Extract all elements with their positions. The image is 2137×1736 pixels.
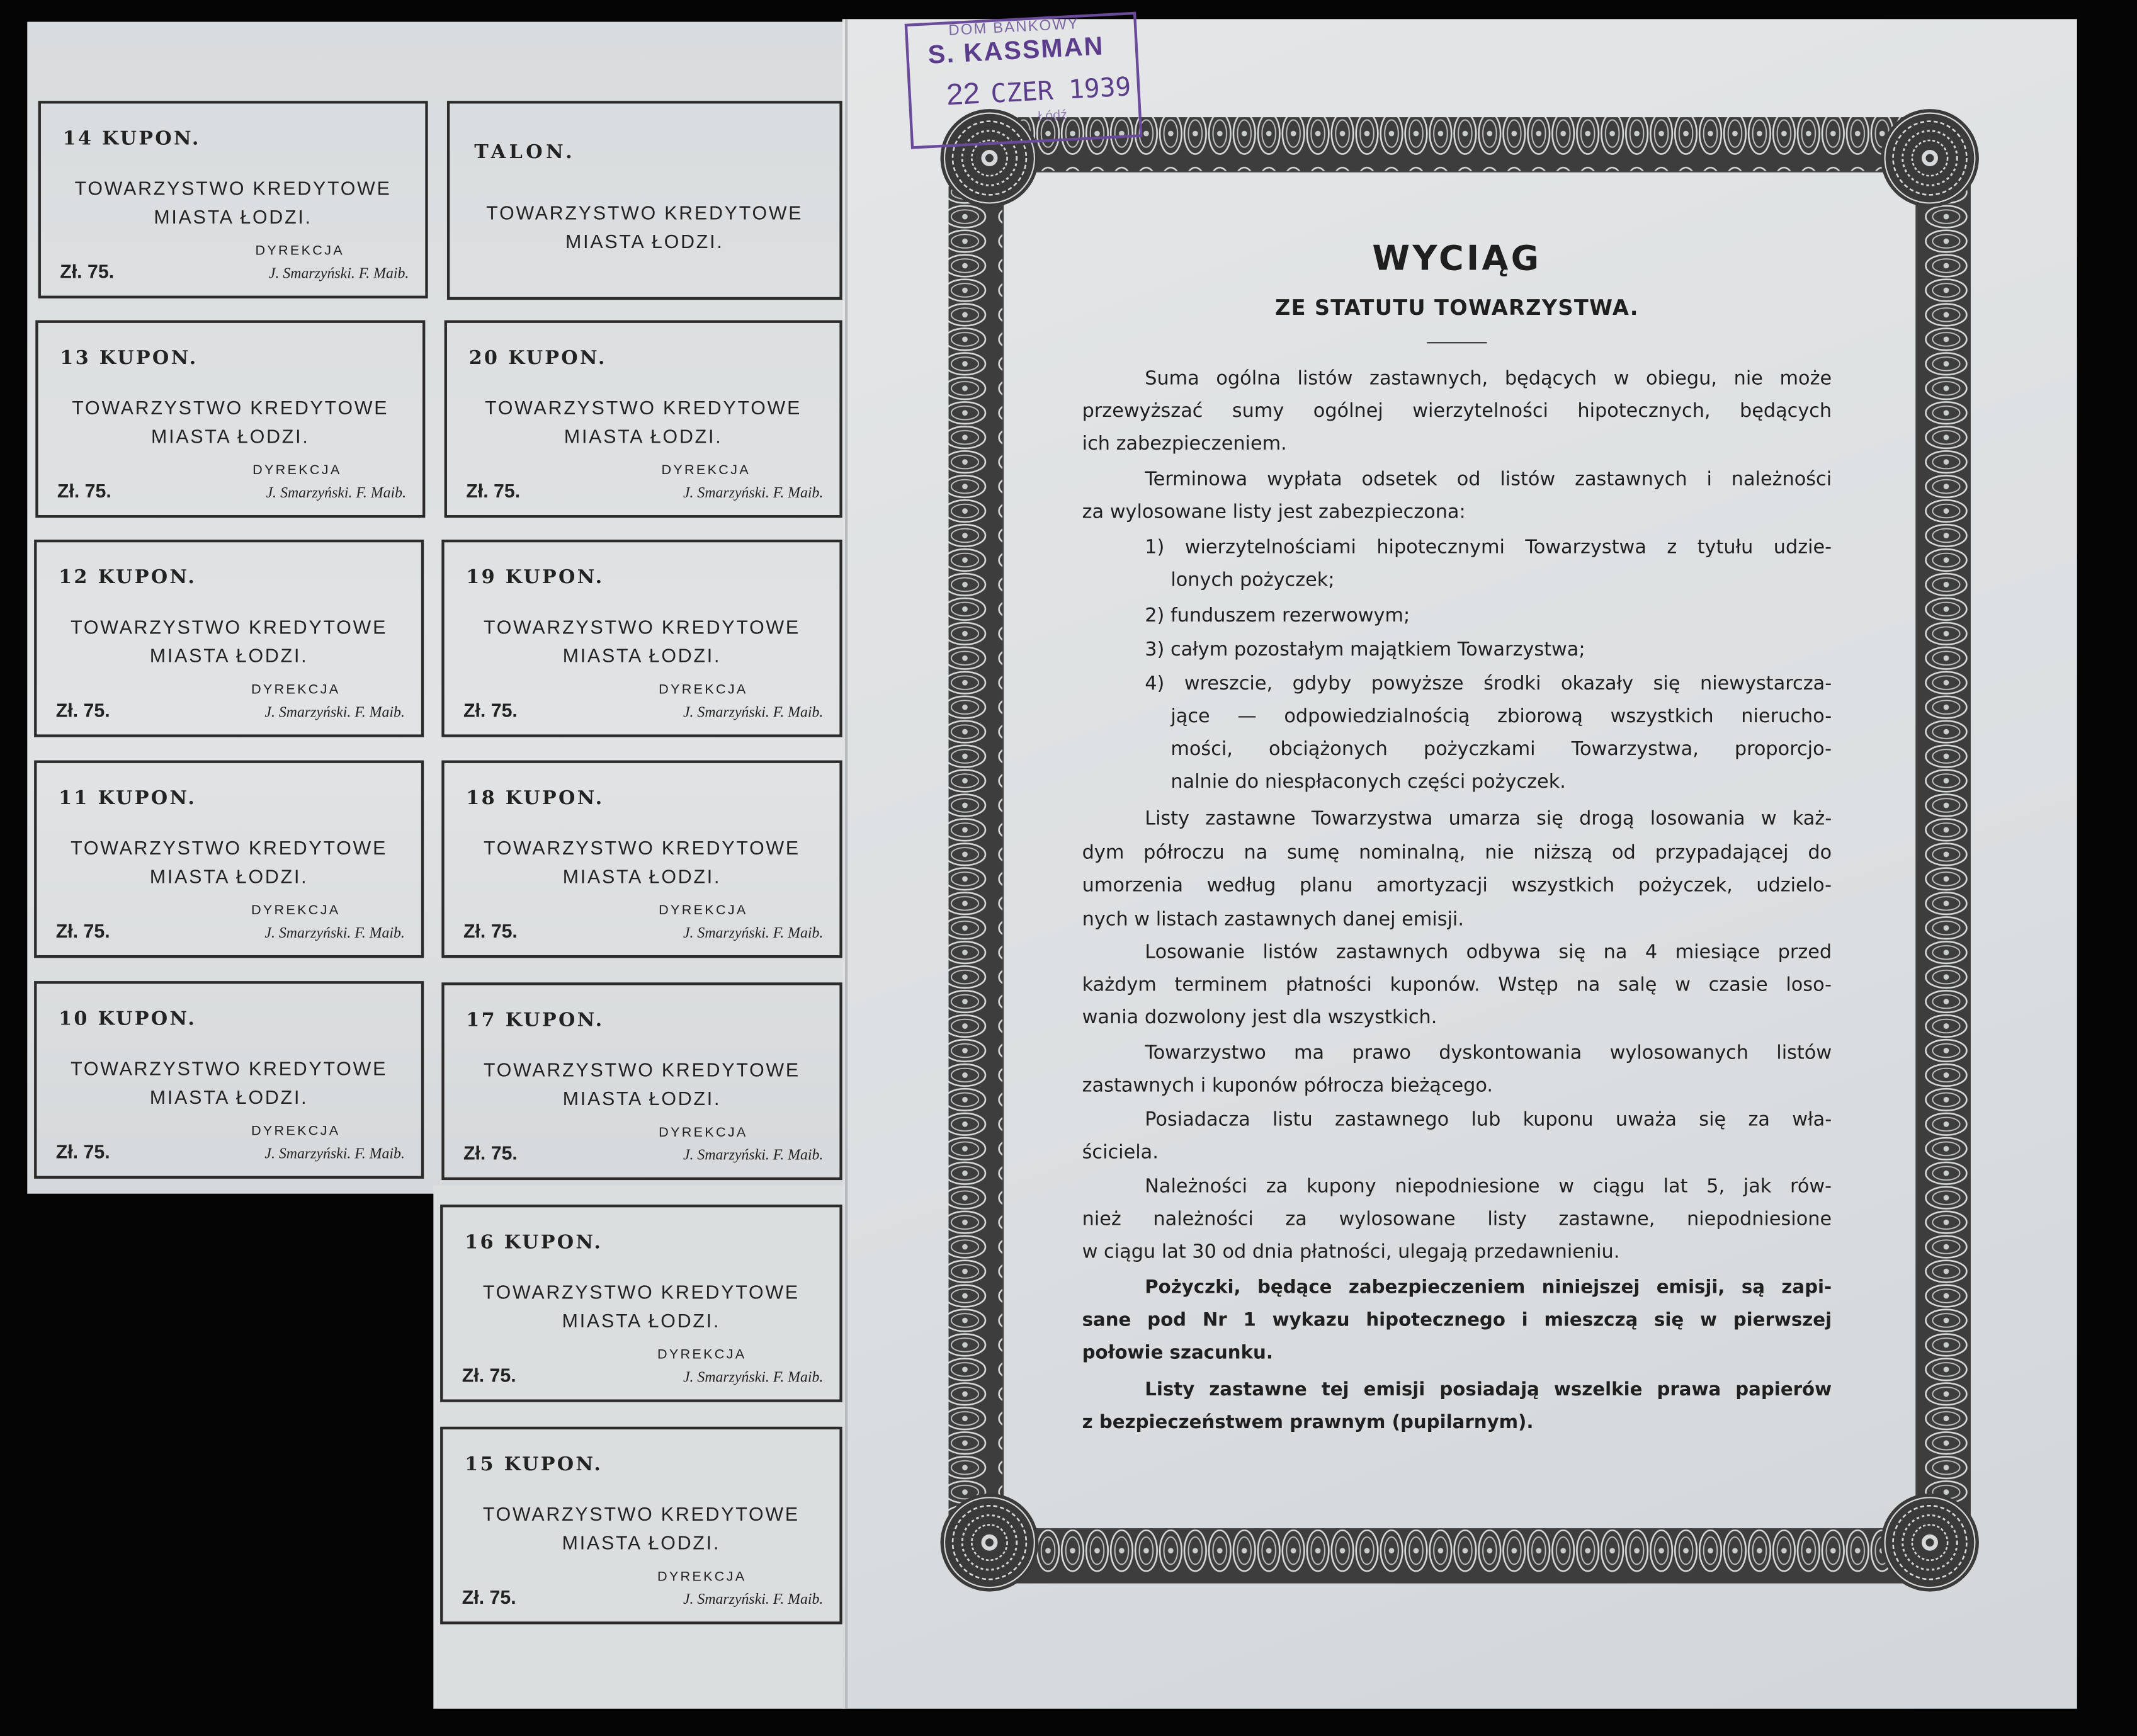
coupon-signatures: J. Smarzyński. F. Maib. bbox=[266, 485, 407, 502]
talon-org-line1: TOWARZYSTWO KREDYTOWE bbox=[486, 201, 803, 224]
statute-line: przewyższać sumy ogólnej wierzytelności hipotecznych, będących bbox=[1082, 400, 1832, 423]
coupon-18 bbox=[441, 761, 842, 958]
coupon-signatures: J. Smarzyński. F. Maib. bbox=[264, 925, 405, 942]
coupon-signatures: J. Smarzyński. F. Maib. bbox=[683, 485, 824, 502]
coupon-amount: Zł. 75. bbox=[55, 699, 110, 721]
coupon-org bbox=[447, 394, 839, 451]
coupon-11 bbox=[34, 761, 424, 958]
stamp-name: S. KASSMAN bbox=[927, 32, 1105, 71]
coupon-org-line2: MIASTA ŁODZI. bbox=[151, 425, 310, 447]
coupon-org-line2: MIASTA ŁODZI. bbox=[562, 1309, 721, 1332]
coupon-amount: Zł. 75. bbox=[60, 260, 115, 282]
stamp-bank: DOM BANKOWY bbox=[948, 16, 1080, 40]
coupon-directorate: DYREKCJA bbox=[252, 463, 342, 479]
coupon-signatures: J. Smarzyński. F. Maib. bbox=[683, 1147, 824, 1164]
coupon-13 bbox=[35, 321, 425, 518]
coupon-directorate: DYREKCJA bbox=[255, 244, 344, 259]
statute-line: każdym terminem płatności kuponów. Wstęp na salę w czasie loso- bbox=[1082, 974, 1832, 996]
statute-line: nież należności za wylosowane listy zastawne, niepodniesione bbox=[1082, 1208, 1832, 1231]
talon-coupon bbox=[447, 101, 842, 300]
coupon-signatures: J. Smarzyński. F. Maib. bbox=[268, 265, 409, 282]
coupon-amount: Zł. 75. bbox=[57, 479, 111, 502]
coupon-org-line2: MIASTA ŁODZI. bbox=[562, 1531, 721, 1554]
coupon-org-line1: TOWARZYSTWO KREDYTOWE bbox=[483, 836, 800, 859]
coupon-org-line2: MIASTA ŁODZI. bbox=[564, 425, 723, 447]
coupon-title: 12 KUPON. bbox=[59, 567, 197, 589]
statute-line: nych w listach zastawnych danej emisji. bbox=[1082, 909, 1464, 931]
coupon-17 bbox=[441, 982, 842, 1180]
coupon-signatures: J. Smarzyński. F. Maib. bbox=[683, 1591, 824, 1608]
statute-line: Terminowa wypłata odsetek od listów zastawnych i należności bbox=[1145, 468, 1832, 491]
rosette-bottom-left bbox=[941, 1494, 1039, 1592]
coupon-title: 13 KUPON. bbox=[60, 347, 198, 370]
coupon-title: 19 KUPON. bbox=[466, 567, 604, 589]
coupon-org bbox=[445, 1056, 840, 1113]
coupon-org bbox=[37, 834, 421, 891]
coupon-org-line1: TOWARZYSTWO KREDYTOWE bbox=[483, 616, 800, 638]
coupon-title: 11 KUPON. bbox=[59, 787, 197, 810]
talon-org-line2: MIASTA ŁODZI. bbox=[565, 230, 724, 252]
coupon-15 bbox=[440, 1427, 842, 1625]
statute-line: nalnie do niespłaconych części pożyczek. bbox=[1171, 771, 1566, 793]
coupon-title: 16 KUPON. bbox=[465, 1232, 603, 1254]
coupon-20 bbox=[445, 321, 842, 518]
coupon-org bbox=[443, 1278, 839, 1336]
coupon-amount: Zł. 75. bbox=[463, 699, 518, 721]
stamp-month-year: CZER 1939 bbox=[990, 72, 1132, 110]
bank-stamp bbox=[905, 12, 1143, 149]
coupon-org bbox=[41, 174, 425, 232]
statute-line: Towarzystwo ma prawo dyskontowania wylosowanych listów bbox=[1145, 1042, 1832, 1065]
coupon-org-line1: TOWARZYSTWO KREDYTOWE bbox=[483, 1058, 800, 1081]
coupon-amount: Zł. 75. bbox=[55, 1140, 110, 1162]
coupon-directorate: DYREKCJA bbox=[251, 903, 341, 919]
coupon-org-line2: MIASTA ŁODZI. bbox=[149, 644, 309, 667]
coupon-org bbox=[443, 1501, 839, 1558]
coupon-signatures: J. Smarzyński. F. Maib. bbox=[683, 925, 824, 942]
coupon-org-line2: MIASTA ŁODZI. bbox=[562, 644, 722, 667]
coupon-title: 17 KUPON. bbox=[466, 1009, 604, 1032]
statute-line: Listy zastawne tej emisji posiadają wszelkie prawa papierów bbox=[1145, 1379, 1832, 1401]
statute-line: wania dozwolony jest dla wszystkich. bbox=[1082, 1007, 1437, 1029]
coupon-directorate: DYREKCJA bbox=[659, 683, 748, 698]
rosette-bottom-right bbox=[1881, 1494, 1979, 1592]
coupon-org bbox=[38, 394, 422, 451]
statute-line: połowie szacunku. bbox=[1082, 1342, 1273, 1364]
coupon-org-line2: MIASTA ŁODZI. bbox=[562, 865, 722, 887]
statute-line: Suma ogólna listów zastawnych, będących w obiegu, nie może bbox=[1145, 368, 1832, 390]
talon-org bbox=[450, 199, 839, 256]
coupon-amount: Zł. 75. bbox=[463, 919, 518, 942]
coupon-amount: Zł. 75. bbox=[463, 1142, 518, 1164]
statute-line: 4) wreszcie, gdyby powyższe środki okazały się niewystarcza- bbox=[1145, 673, 1832, 695]
statute-line: z bezpieczeństwem prawnym (pupilarnym). bbox=[1082, 1411, 1534, 1434]
coupon-title: 10 KUPON. bbox=[59, 1008, 197, 1031]
coupon-signatures: J. Smarzyński. F. Maib. bbox=[683, 1369, 824, 1386]
statute-line: Pożyczki, będące zabezpieczeniem niniejszej emisji, są zapi- bbox=[1145, 1276, 1832, 1299]
coupon-directorate: DYREKCJA bbox=[657, 1569, 747, 1585]
coupon-10 bbox=[34, 981, 424, 1179]
coupon-signatures: J. Smarzyński. F. Maib. bbox=[264, 704, 405, 721]
stamp-date bbox=[946, 68, 1132, 113]
coupon-org-line2: MIASTA ŁODZI. bbox=[154, 205, 312, 228]
coupon-signatures: J. Smarzyński. F. Maib. bbox=[264, 1145, 405, 1162]
statute-line: lonych pożyczek; bbox=[1171, 569, 1335, 592]
coupon-org-line1: TOWARZYSTWO KREDYTOWE bbox=[71, 836, 388, 859]
statute-line: za wylosowane listy jest zabezpieczona: bbox=[1082, 501, 1466, 523]
statute-line: umorzenia według planu amortyzacji wszystkich pożyczek, udzielo- bbox=[1082, 875, 1832, 897]
coupon-directorate: DYREKCJA bbox=[659, 903, 748, 919]
coupon-title: 20 KUPON. bbox=[468, 347, 607, 370]
coupon-org-line2: MIASTA ŁODZI. bbox=[149, 1086, 309, 1108]
coupon-amount: Zł. 75. bbox=[55, 919, 110, 942]
coupon-14 bbox=[38, 101, 428, 298]
rosette-top-right bbox=[1881, 109, 1979, 207]
statute-title: WYCIĄG bbox=[1372, 238, 1542, 278]
statute-line: jące — odpowiedzialnością zbiorową wszystkich nierucho- bbox=[1171, 705, 1832, 728]
statute-line: ściciela. bbox=[1082, 1142, 1159, 1164]
coupon-16 bbox=[440, 1205, 842, 1402]
statute-line: ich zabezpieczeniem. bbox=[1082, 433, 1287, 455]
statute-line: 2) funduszem rezerwowym; bbox=[1145, 604, 1410, 627]
coupon-title: 14 KUPON. bbox=[62, 128, 201, 150]
coupon-directorate: DYREKCJA bbox=[661, 463, 751, 479]
coupon-19 bbox=[441, 540, 842, 737]
statute-line: 1) wierzytelnościami hipotecznymi Towarzystwa z tytułu udzie- bbox=[1145, 536, 1832, 559]
coupon-amount: Zł. 75. bbox=[462, 1364, 516, 1386]
coupon-org-line1: TOWARZYSTWO KREDYTOWE bbox=[71, 1057, 388, 1079]
coupon-org-line2: MIASTA ŁODZI. bbox=[149, 865, 309, 887]
talon-title: TALON. bbox=[474, 142, 576, 164]
coupon-directorate: DYREKCJA bbox=[659, 1125, 748, 1141]
statute-line: dym półroczu na sumę nominalną, nie niższą od przypadającej do bbox=[1082, 842, 1832, 865]
statute-line: mości, obciążonych pożyczkami Towarzystwa, proporcjo- bbox=[1171, 738, 1832, 761]
coupon-org-line1: TOWARZYSTWO KREDYTOWE bbox=[482, 1502, 800, 1525]
coupon-directorate: DYREKCJA bbox=[251, 683, 341, 698]
coupon-org bbox=[37, 1055, 421, 1112]
coupon-org bbox=[445, 834, 840, 891]
coupon-org-line1: TOWARZYSTWO KREDYTOWE bbox=[72, 396, 389, 419]
stamp-day: 22 bbox=[945, 76, 981, 112]
statute-line: 3) całym pozostałym majątkiem Towarzystwa; bbox=[1145, 638, 1585, 661]
coupon-org-line2: MIASTA ŁODZI. bbox=[562, 1087, 722, 1109]
statute-line: w ciągu lat 30 od dnia płatności, ulegają przedawnieniu. bbox=[1082, 1241, 1620, 1264]
coupon-org-line1: TOWARZYSTWO KREDYTOWE bbox=[485, 396, 802, 419]
coupon-org-line1: TOWARZYSTWO KREDYTOWE bbox=[482, 1281, 800, 1303]
title-divider bbox=[1427, 342, 1487, 343]
statute-subtitle: ZE STATUTU TOWARZYSTWA. bbox=[1274, 295, 1639, 321]
statute-line: Losowanie listów zastawnych odbywa się na 4 miesiące przed bbox=[1145, 941, 1832, 963]
coupon-title: 18 KUPON. bbox=[466, 787, 604, 810]
coupon-amount: Zł. 75. bbox=[466, 479, 521, 502]
coupon-12 bbox=[34, 540, 424, 737]
statute-line: Listy zastawne Towarzystwa umarza się drogą losowania w każ- bbox=[1145, 808, 1832, 830]
statute-line: sane pod Nr 1 wykazu hipotecznego i mieszczą się w pierwszej bbox=[1082, 1309, 1832, 1332]
statute-line: zastawnych i kuponów półrocza bieżącego. bbox=[1082, 1075, 1494, 1098]
coupon-amount: Zł. 75. bbox=[462, 1586, 516, 1608]
stamp-city: Łódź bbox=[1037, 108, 1068, 125]
fold-line bbox=[845, 19, 847, 1708]
coupon-directorate: DYREKCJA bbox=[657, 1347, 747, 1363]
coupon-title: 15 KUPON. bbox=[465, 1454, 603, 1476]
statute-line: Należności za kupony niepodniesione w ciągu lat 5, jak rów- bbox=[1145, 1176, 1832, 1198]
coupon-org-line1: TOWARZYSTWO KREDYTOWE bbox=[71, 616, 388, 638]
coupon-org bbox=[445, 613, 840, 671]
coupon-org-line1: TOWARZYSTWO KREDYTOWE bbox=[74, 177, 392, 199]
coupon-signatures: J. Smarzyński. F. Maib. bbox=[683, 704, 824, 721]
statute-line: Posiadacza listu zastawnego lub kuponu uważa się za wła- bbox=[1145, 1109, 1832, 1132]
coupon-directorate: DYREKCJA bbox=[251, 1124, 341, 1140]
coupon-org bbox=[37, 613, 421, 671]
